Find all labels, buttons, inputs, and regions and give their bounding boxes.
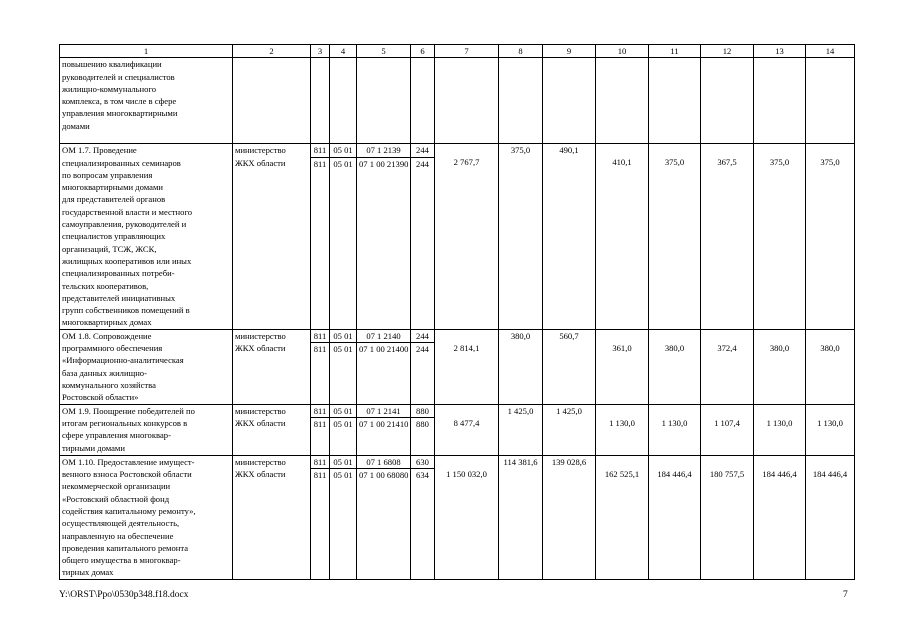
executor-line: ЖКХ области — [235, 343, 286, 354]
grbs-code: 811 — [313, 405, 327, 416]
name-line: руководителей и специалистов — [62, 71, 175, 82]
year-2016-cell — [596, 144, 649, 329]
col-header: 7 — [435, 45, 499, 58]
col-header: 4 — [330, 45, 357, 58]
col-header: 5 — [357, 45, 411, 58]
year-2017-cell — [649, 144, 701, 329]
csr-cell — [357, 144, 411, 329]
row-name-cell — [60, 455, 233, 579]
value-2019: 1 130,0 — [766, 417, 793, 428]
name-line: тирных домах — [62, 567, 114, 578]
name-line: осуществляющей деятельность, — [62, 518, 180, 529]
year-2017-cell — [649, 455, 701, 579]
value-2019: 375,0 — [769, 157, 790, 168]
grbs-cell — [311, 404, 330, 455]
executor-cell — [233, 329, 311, 404]
rzpr-cell — [330, 404, 357, 455]
rzpr-code: 05 01 — [330, 342, 356, 355]
total-cell — [435, 455, 499, 579]
name-line: ОМ 1.7. Проведение — [62, 145, 137, 156]
executor-cell — [233, 455, 311, 579]
csr-code: 07 1 2141 — [366, 405, 401, 416]
vr-cell — [411, 404, 435, 455]
value-2020: 184 446,4 — [812, 468, 848, 479]
year-2016-cell — [596, 404, 649, 455]
vr-code: 244 — [411, 342, 434, 355]
total-cell — [435, 144, 499, 329]
name-line: специалистов управляющих — [62, 231, 166, 242]
total-value: 2 814,1 — [453, 342, 480, 353]
budget-table — [59, 44, 855, 580]
total-cell — [435, 329, 499, 404]
name-line: групп собственников помещений в — [62, 305, 190, 316]
vr-code: 880 — [416, 405, 429, 416]
total-value: 8 477,4 — [453, 417, 480, 428]
rzpr-code: 05 01 — [330, 417, 356, 430]
value-2014: 1 425,0 — [507, 405, 534, 416]
year-2015-cell — [543, 144, 596, 329]
table-row — [60, 404, 855, 455]
value-2017: 1 130,0 — [661, 417, 688, 428]
table-row — [60, 455, 855, 579]
csr-code: 07 1 6808 — [366, 456, 401, 467]
year-2014-cell — [499, 404, 543, 455]
executor-cell — [233, 404, 311, 455]
document-page — [59, 44, 850, 580]
year-2015-cell — [543, 455, 596, 579]
name-line: жилищных кооперативов или иных — [62, 255, 192, 266]
csr-code: 07 1 00 21390 — [359, 158, 409, 169]
executor-line: ЖКХ области — [235, 418, 286, 429]
value-2018: 180 757,5 — [709, 468, 745, 479]
name-line: домами — [62, 120, 90, 131]
name-line: самоуправления, руководителей и — [62, 219, 187, 230]
name-line: специализированных потреби- — [62, 268, 175, 279]
name-line: некоммерческой организации — [62, 481, 171, 492]
row-name-cell — [60, 144, 233, 329]
rzpr-cell — [330, 455, 357, 579]
col-header: 3 — [311, 45, 330, 58]
executor-line: министерство — [235, 405, 286, 416]
grbs-cell — [311, 144, 330, 329]
name-line: содействия капитальному ремонту», — [62, 505, 196, 516]
year-2019-cell — [754, 329, 806, 404]
year-2019-cell — [754, 455, 806, 579]
vr-code: 630 — [416, 456, 429, 467]
rzpr-cell — [330, 329, 357, 404]
year-2018-cell — [701, 455, 754, 579]
value-2020: 1 130,0 — [817, 417, 843, 428]
name-line: общего имущества в многоквар- — [62, 555, 181, 566]
value-2019: 380,0 — [769, 342, 790, 353]
col-header: 13 — [754, 45, 806, 58]
year-2020-cell — [806, 455, 855, 579]
value-2016: 361,0 — [612, 342, 632, 353]
year-2019-cell — [754, 404, 806, 455]
csr-code: 07 1 2140 — [366, 330, 401, 341]
name-line: многоквартирными домами — [62, 182, 164, 193]
name-line: коммунального хозяйства — [62, 379, 156, 390]
col-header: 6 — [411, 45, 435, 58]
name-line: Ростовской области» — [62, 392, 139, 403]
year-2015-cell — [543, 404, 596, 455]
total-value: 1 150 032,0 — [446, 468, 487, 479]
csr-cell — [357, 404, 411, 455]
year-2020-cell — [806, 144, 855, 329]
name-line: тирными домами — [62, 442, 125, 453]
name-line: итогам региональных конкурсов в — [62, 418, 188, 429]
rzpr-code: 05 01 — [333, 330, 353, 341]
value-2020: 375,0 — [820, 157, 840, 168]
name-line: сфере управления многоквар- — [62, 430, 171, 441]
year-2018-cell — [701, 404, 754, 455]
csr-code: 07 1 00 21400 — [359, 344, 409, 355]
grbs-cell — [311, 455, 330, 579]
name-line: ОМ 1.9. Поощрение победителей по — [62, 405, 195, 416]
value-2016: 1 130,0 — [609, 417, 635, 428]
executor-line: ЖКХ области — [235, 157, 286, 168]
vr-code: 244 — [416, 145, 429, 156]
table-row — [60, 58, 855, 144]
page-number: 7 — [843, 590, 848, 600]
vr-cell — [411, 329, 435, 404]
grbs-code: 811 — [313, 145, 327, 156]
header-row — [60, 45, 855, 58]
col-header: 1 — [60, 45, 233, 58]
vr-code: 634 — [411, 468, 434, 481]
value-2014: 380,0 — [510, 330, 531, 341]
row-name-cell — [60, 329, 233, 404]
name-line: специализированных семинаров — [62, 157, 181, 168]
name-line: база данных жилищно- — [62, 367, 147, 378]
executor-line: министерство — [235, 330, 286, 341]
value-2014: 375,0 — [510, 145, 531, 156]
grbs-code: 811 — [311, 417, 329, 430]
year-2017-cell — [649, 329, 701, 404]
grbs-code: 811 — [313, 456, 327, 467]
vr-code: 244 — [411, 157, 434, 170]
col-header: 14 — [806, 45, 855, 58]
name-line: «Ростовский областной фонд — [62, 493, 170, 504]
value-2017: 380,0 — [664, 342, 685, 353]
rzpr-code: 05 01 — [333, 456, 353, 467]
value-2016: 410,1 — [612, 157, 632, 168]
value-2014: 114 381,6 — [503, 456, 538, 467]
col-header: 10 — [596, 45, 649, 58]
year-2020-cell — [806, 329, 855, 404]
name-line: ОМ 1.10. Предоставление имущест- — [62, 456, 195, 467]
name-line: венного взноса Ростовской области — [62, 469, 192, 480]
year-2014-cell — [499, 329, 543, 404]
rzpr-cell — [330, 144, 357, 329]
value-2015: 560,7 — [559, 330, 579, 341]
year-2018-cell — [701, 144, 754, 329]
name-line: государственной власти и местного — [62, 206, 193, 217]
col-header: 11 — [649, 45, 701, 58]
vr-cell — [411, 455, 435, 579]
rzpr-code: 05 01 — [333, 405, 353, 416]
name-line: по вопросам управления — [62, 169, 153, 180]
name-line: комплекса, в том числе в сфере — [62, 96, 177, 107]
name-line: многоквартирных домах — [62, 317, 152, 328]
total-value: 2 767,7 — [453, 157, 480, 168]
value-2019: 184 446,4 — [762, 468, 797, 479]
year-2017-cell — [649, 404, 701, 455]
grbs-code: 811 — [311, 468, 329, 481]
csr-cell — [357, 329, 411, 404]
year-2018-cell — [701, 329, 754, 404]
value-2018: 367,5 — [717, 157, 737, 168]
year-2014-cell — [499, 144, 543, 329]
executor-cell — [233, 144, 311, 329]
footer-file-path: Y:\ORST\Ppo\0530p348.f18.docx — [59, 590, 189, 600]
value-2016: 162 525,1 — [604, 468, 640, 479]
value-2020: 380,0 — [820, 342, 840, 353]
name-line: для представителей органов — [62, 194, 166, 205]
csr-code: 07 1 00 21410 — [359, 419, 409, 430]
year-2014-cell — [499, 455, 543, 579]
value-2017: 184 446,4 — [657, 468, 692, 479]
name-line: «Информационно-аналитическая — [62, 355, 184, 366]
name-line: жилищно-коммунального — [62, 83, 157, 94]
name-line: программного обеспечения — [62, 343, 163, 354]
csr-code: 07 1 00 68080 — [359, 470, 409, 481]
name-line: тельских кооперативов, — [62, 280, 149, 291]
vr-code: 244 — [416, 330, 429, 341]
table-row — [60, 329, 855, 404]
col-header: 9 — [543, 45, 596, 58]
value-2015: 1 425,0 — [556, 405, 582, 416]
vr-code: 880 — [411, 417, 434, 430]
value-2015: 490,1 — [559, 145, 579, 156]
year-2019-cell — [754, 144, 806, 329]
year-2016-cell — [596, 455, 649, 579]
name-line: проведения капитального ремонта — [62, 542, 189, 553]
csr-cell — [357, 455, 411, 579]
grbs-code: 811 — [313, 330, 327, 341]
executor-line: ЖКХ области — [235, 469, 286, 480]
rzpr-code: 05 01 — [330, 468, 356, 481]
name-line: ОМ 1.8. Сопровождение — [62, 330, 152, 341]
value-2015: 139 028,6 — [551, 456, 587, 467]
name-line: повышению квалификации — [62, 59, 162, 70]
name-line: управления многоквартирными — [62, 108, 178, 119]
year-2016-cell — [596, 329, 649, 404]
rzpr-code: 05 01 — [333, 145, 353, 156]
col-header: 8 — [499, 45, 543, 58]
col-header: 2 — [233, 45, 311, 58]
grbs-code: 811 — [311, 342, 329, 355]
name-line: представителей инициативных — [62, 292, 176, 303]
total-cell — [435, 404, 499, 455]
name-line: направленную на обеспечение — [62, 530, 174, 541]
value-2017: 375,0 — [664, 157, 685, 168]
name-line: организаций, ТСЖ, ЖСК, — [62, 243, 157, 254]
value-2018: 372,4 — [717, 342, 737, 353]
executor-line: министерство — [235, 456, 286, 467]
rzpr-code: 05 01 — [330, 157, 356, 170]
year-2015-cell — [543, 329, 596, 404]
csr-code: 07 1 2139 — [366, 145, 401, 156]
value-2018: 1 107,4 — [714, 417, 740, 428]
executor-line: министерство — [235, 145, 286, 156]
year-2020-cell — [806, 404, 855, 455]
row-name-cell — [60, 404, 233, 455]
vr-cell — [411, 144, 435, 329]
table-row — [60, 144, 855, 329]
grbs-cell — [311, 329, 330, 404]
grbs-code: 811 — [311, 157, 329, 170]
row-name-cell — [60, 58, 233, 144]
col-header: 12 — [701, 45, 754, 58]
